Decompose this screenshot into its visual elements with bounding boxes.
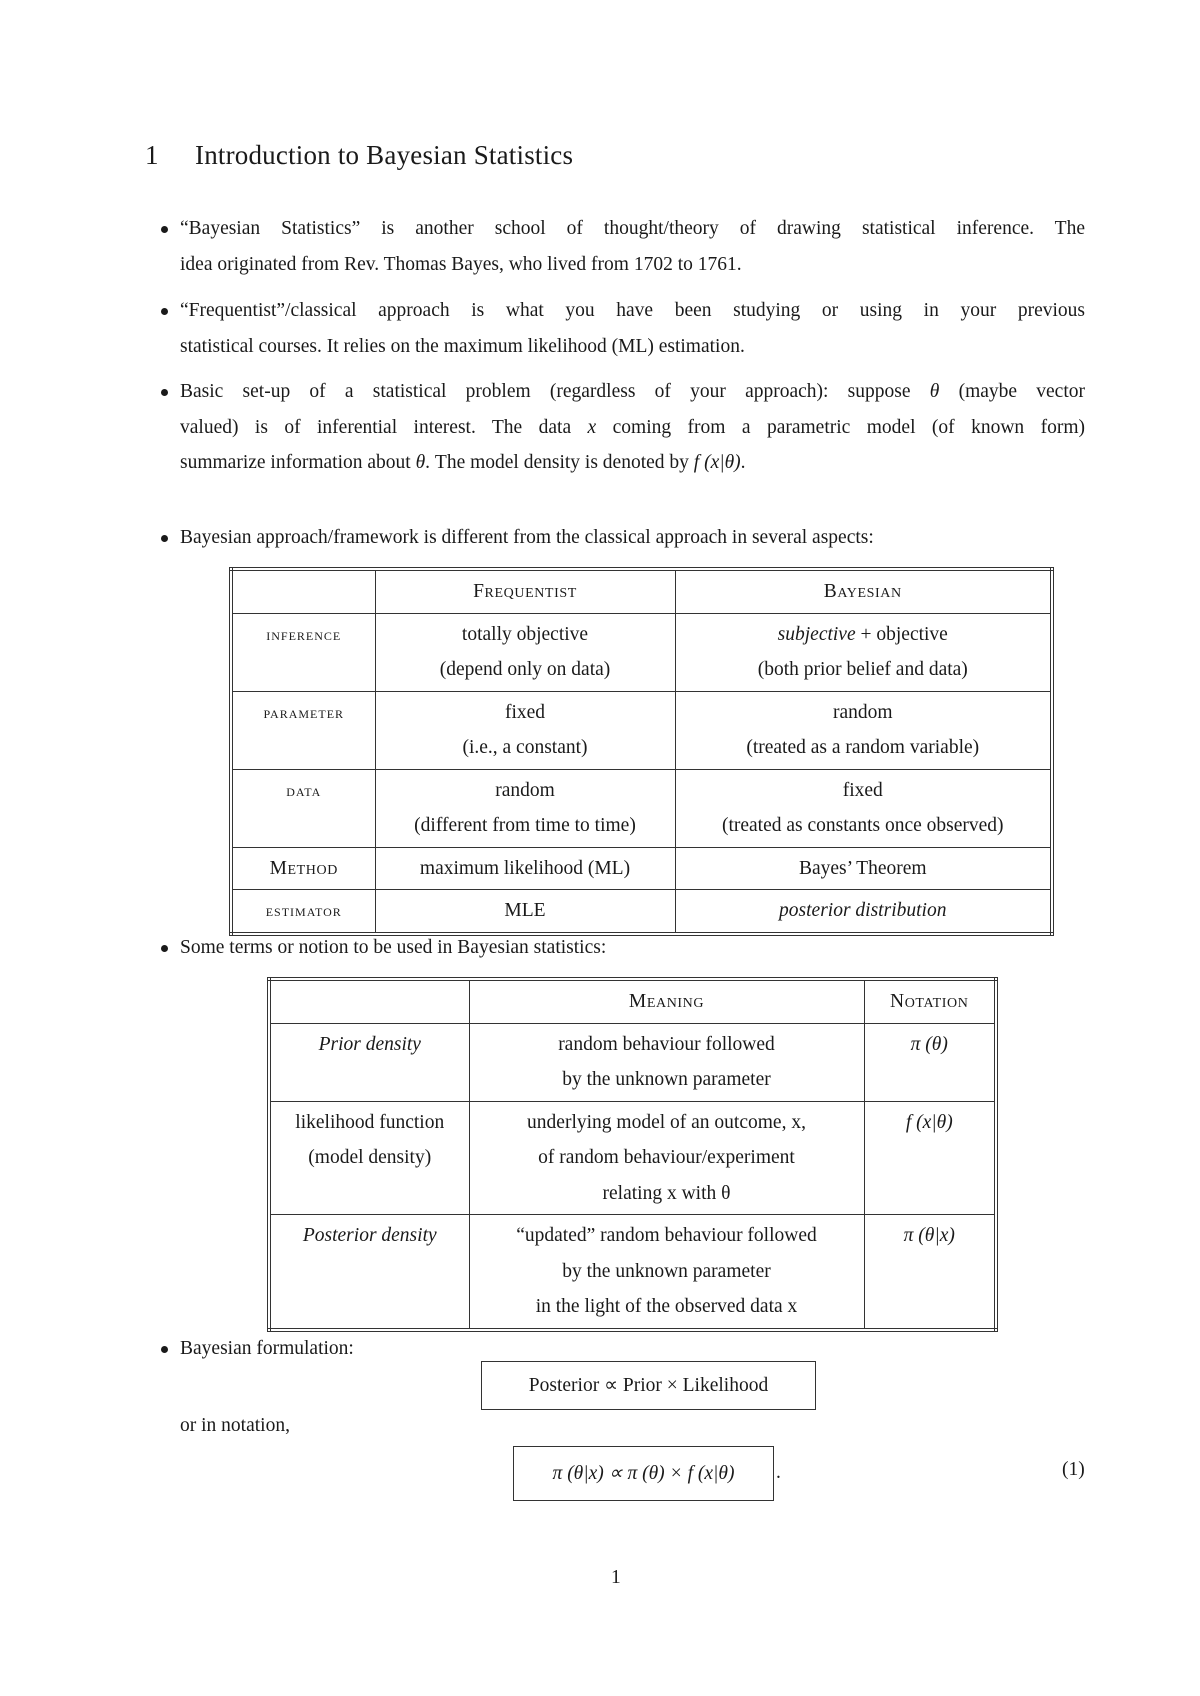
cell-line: (depend only on data) — [439, 659, 611, 680]
notation-cell: π (θ|x) — [864, 1215, 996, 1330]
equation-number: (1) — [1062, 1459, 1085, 1480]
row-label: Method — [231, 847, 375, 890]
bullet-frequentist — [180, 293, 1085, 364]
bullet-text — [180, 410, 1085, 446]
x-symbol: x — [587, 416, 597, 438]
meaning-cell — [469, 1101, 864, 1215]
bullet-text — [180, 374, 1085, 410]
cell-line: likelihood function — [295, 1111, 445, 1133]
table-header-cell — [231, 569, 375, 613]
text-segment: + objective — [855, 623, 948, 645]
bullet-icon — [161, 1346, 168, 1353]
cell-line: random behaviour followed — [558, 1033, 775, 1055]
bullet-text: “Bayesian Statistics” is another school of thought/theory of drawing statistical inference. The — [180, 218, 1085, 239]
table-header-cell: Meaning — [469, 979, 864, 1023]
table-row — [269, 1215, 996, 1330]
bullet-terms — [180, 930, 1085, 966]
text-segment: (maybe vector — [939, 381, 1085, 402]
bullet-icon — [161, 308, 168, 315]
text-segment: summarize information about — [180, 452, 416, 473]
bullet-text: Bayesian formulation: — [180, 1338, 354, 1359]
bullet-text — [180, 445, 1085, 481]
table-header-row — [231, 569, 1052, 613]
table-row — [269, 1101, 996, 1215]
table-row — [231, 613, 1052, 691]
bullet-icon — [161, 226, 168, 233]
section-heading — [145, 140, 573, 171]
row-label: estimator — [231, 890, 375, 934]
model-density-notation: f (x|θ) — [693, 452, 741, 473]
row-label: parameter — [231, 691, 375, 769]
section-title-text: Introduction to Bayesian Statistics — [195, 140, 574, 170]
table-cell — [675, 691, 1052, 769]
text-segment: Basic set-up of a statistical problem (regardless of your approach): suppose — [180, 381, 930, 402]
cell-line: (i.e., a constant) — [462, 737, 588, 758]
notation-cell: π (θ) — [864, 1023, 996, 1101]
bullet-text: idea originated from Rev. Thomas Bayes, who lived from 1702 to 1761. — [180, 253, 742, 275]
table-row — [231, 890, 1052, 934]
bullet-basic-setup — [180, 374, 1085, 481]
cell-line: underlying model of an outcome, x, — [527, 1111, 806, 1133]
section-number: 1 — [145, 140, 159, 170]
comparison-table — [229, 567, 1054, 936]
cell-line: relating x with θ — [602, 1182, 731, 1204]
formula-box-notation: π (θ|x) ∝ π (θ) × f (x|θ) — [513, 1446, 774, 1501]
cell-line: totally objective — [461, 623, 589, 645]
text-segment: . — [740, 452, 746, 473]
table-cell — [375, 691, 675, 769]
cell-line: fixed — [504, 701, 546, 723]
cell-line: “updated” random behaviour followed — [516, 1225, 817, 1246]
bullet-text: statistical courses. It relies on the maximum likelihood (ML) estimation. — [180, 335, 745, 357]
table-cell — [675, 613, 1052, 691]
table-header-cell — [269, 979, 469, 1023]
meaning-cell — [469, 1215, 864, 1330]
cell-line: random — [495, 779, 555, 801]
cell-line: by the unknown parameter — [562, 1069, 771, 1090]
bullet-icon — [161, 535, 168, 542]
text-segment: coming from a parametric model (of known form) — [596, 416, 1085, 438]
cell-line: (treated as a random variable) — [746, 737, 980, 758]
row-label: data — [231, 769, 375, 847]
cell-line: (treated as constants once observed) — [721, 815, 1004, 836]
theta-symbol: θ — [415, 452, 426, 473]
table-cell — [375, 613, 675, 691]
table-header-cell: Frequentist — [375, 569, 675, 613]
table-cell: MLE — [375, 890, 675, 934]
term-cell: Prior density — [269, 1023, 469, 1101]
cell-line: of random behaviour/experiment — [538, 1147, 795, 1168]
cell-line: by the unknown parameter — [562, 1260, 771, 1282]
table-row — [231, 691, 1052, 769]
table-cell: posterior distribution — [675, 890, 1052, 934]
table-cell — [375, 769, 675, 847]
table-row — [231, 847, 1052, 890]
cell-line: random — [832, 701, 893, 723]
bullet-text: Bayesian approach/framework is different from the classical approach in several aspects: — [180, 527, 874, 548]
table-header-cell: Bayesian — [675, 569, 1052, 613]
bullet-icon — [161, 389, 168, 396]
formula-box-words: Posterior ∝ Prior × Likelihood — [481, 1361, 816, 1410]
cell-line: (both prior belief and data) — [757, 659, 968, 680]
term-cell: Posterior density — [269, 1215, 469, 1330]
cell-line: in the light of the observed data x — [535, 1296, 798, 1317]
theta-symbol: θ — [929, 381, 940, 402]
table-row — [269, 1023, 996, 1101]
meaning-cell — [469, 1023, 864, 1101]
terms-table — [267, 977, 998, 1332]
table-cell — [675, 769, 1052, 847]
text-segment: valued) is of inferential interest. The data — [180, 416, 588, 438]
page-number: 1 — [611, 1567, 621, 1588]
term-cell — [269, 1101, 469, 1215]
notation-cell: f (x|θ) — [864, 1101, 996, 1215]
formula-period: . — [776, 1462, 781, 1483]
italic-text: subjective — [777, 623, 856, 645]
bullet-icon — [161, 945, 168, 952]
cell-line: (model density) — [308, 1147, 432, 1168]
cell-line — [686, 617, 1041, 653]
text-segment: . The model density is denoted by — [425, 452, 694, 473]
bullet-bayesian-statistics — [180, 211, 1085, 282]
table-header-row — [269, 979, 996, 1023]
table-cell: maximum likelihood (ML) — [375, 847, 675, 890]
table-row — [231, 769, 1052, 847]
cell-line: (different from time to time) — [414, 815, 636, 836]
bullet-text: “Frequentist”/classical approach is what you have been studying or using in your previous — [180, 300, 1085, 321]
or-in-notation-text: or in notation, — [180, 1415, 290, 1436]
cell-line: fixed — [842, 779, 883, 801]
table-header-cell: Notation — [864, 979, 996, 1023]
bullet-approach-differences — [180, 520, 1085, 556]
bullet-text: Some terms or notion to be used in Bayesian statistics: — [180, 937, 607, 958]
row-label: inference — [231, 613, 375, 691]
table-cell: Bayes’ Theorem — [675, 847, 1052, 890]
